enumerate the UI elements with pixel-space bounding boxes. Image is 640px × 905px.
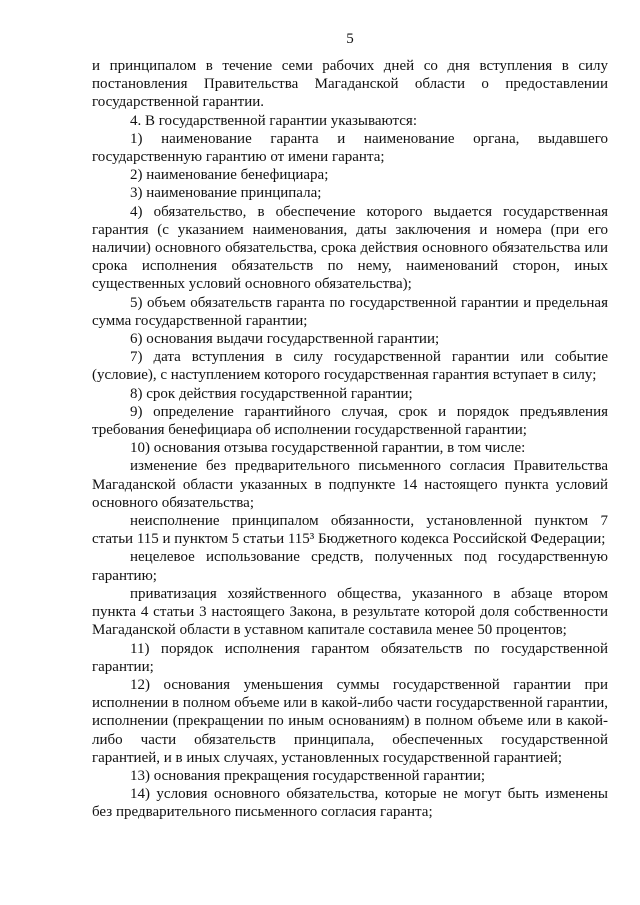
paragraph-subitem-8: 8) срок действия государственной гарантии; — [130, 385, 413, 402]
paragraph-subitem-13: 13) основания прекращения государственной гарантии; — [130, 767, 486, 784]
paragraph-revocation-reason-1: изменение без предварительного письменного согласия Правительства Магаданской области указанных в подпункте 14 настоящего пункта условий основного обязательства; — [92, 458, 608, 511]
paragraph-subitem-7: 7) дата вступления в силу государственной гарантии или событие (условие), с наступлением которого государственная гарантия вступает в силу; — [92, 349, 608, 384]
paragraph-subitem-4: 4) обязательство, в обеспечение которого выдается государственная гарантия (с указанием наименования, даты заключения и номера (при его наличии) основного обязательства, срока действия основного обязательства или срока исполнения обязательств по нему, наименований сторон, иных существенных условий основного обязательства); — [92, 203, 608, 293]
paragraph-subitem-12: 12) основания уменьшения суммы государственной гарантии при исполнении в полном объеме или в какой-либо части государственной гарантии, исполнении (прекращении по иным основаниям) в полном объеме или в какой-либо части обязательств принципала, обеспеченных государственной гарантией, и в иных случаях, установленных государственной гарантией; — [92, 676, 608, 766]
page-number: 5 — [346, 31, 354, 47]
paragraph-subitem-10: 10) основания отзыва государственной гарантии, в том числе: — [130, 440, 526, 457]
paragraph-revocation-reason-3: нецелевое использование средств, полученных под государственную гарантию; — [92, 549, 608, 584]
paragraph-continuation: и принципалом в течение семи рабочих дней со дня вступления в силу постановления Правительства Магаданской области о предоставлении государственной гарантии. — [92, 58, 608, 111]
paragraph-revocation-reason-2: неисполнение принципалом обязанности, установленной пунктом 7 статьи 115 и пунктом 5 статьи 115³ Бюджетного кодекса Российской Федерации; — [92, 513, 608, 548]
paragraph-subitem-6: 6) основания выдачи государственной гарантии; — [130, 331, 440, 348]
paragraph-revocation-reason-4: приватизация хозяйственного общества, указанного в абзаце втором пункта 4 статьи 3 настоящего Закона, в результате которой доля собственности Магаданской области в уставном капитале составила менее 50 процентов; — [92, 585, 608, 639]
paragraph-subitem-11: 11) порядок исполнения гарантом обязательств по государственной гарантии; — [92, 640, 608, 675]
paragraph-subitem-2: 2) наименование бенефициара; — [130, 167, 329, 184]
paragraph-subitem-5: 5) объем обязательств гаранта по государственной гарантии и предельная сумма государственной гарантии; — [92, 294, 608, 329]
paragraph-item-4: 4. В государственной гарантии указываются: — [130, 112, 417, 129]
paragraph-subitem-14: 14) условия основного обязательства, которые не могут быть изменены без предварительного письменного согласия гаранта; — [92, 786, 608, 821]
paragraph-subitem-1: 1) наименование гаранта и наименование органа, выдавшего государственную гарантию от имени гаранта; — [92, 130, 608, 166]
paragraph-subitem-9: 9) определение гарантийного случая, срок и порядок предъявления требования бенефициара об исполнении государственной гарантии; — [92, 403, 608, 439]
paragraph-subitem-3: 3) наименование принципала; — [130, 185, 322, 202]
